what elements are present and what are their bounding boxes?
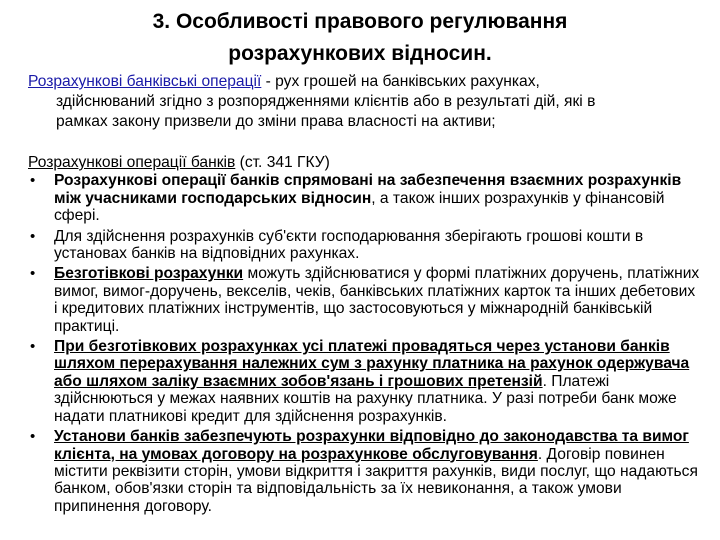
section-heading <box>28 154 700 171</box>
title-line-1: 3. Особливості правового регулювання <box>152 10 568 33</box>
definition-text-3: рамках закону призвели до зміни права власності на активи; <box>56 113 496 130</box>
list-item <box>28 228 700 263</box>
bullet-1-bold: Розрахункові операції банків спрямовані на забезпечення взаємних розрахунків між учасниками господарських відносин <box>54 172 682 207</box>
definition-text-1: - рух грошей на банківських рахунках, <box>261 73 540 90</box>
bullet-5-bold-underlined: Установи банків забезпечують розрахунки відповідно до законодавства та вимог клієнта, на умовах договору на розрахункове обслуговування <box>54 428 689 463</box>
bullet-list <box>28 172 700 515</box>
bullet-icon: • <box>30 428 36 446</box>
bullet-3-underlined: Безготівкові розрахунки <box>54 265 244 283</box>
bullet-5-rest: . Договір повинен містити реквізити сторін, умови відкриття і закриття рахунків, види послуг, що надаються банком, обов'язки сторін та відповідальність за їх невиконання, а також умови припинення договору. <box>54 445 698 515</box>
list-item <box>28 265 700 335</box>
section-heading-ref: (ст. 341 ГКУ) <box>235 154 330 171</box>
bullet-icon: • <box>30 172 36 190</box>
bullet-3-rest: можуть здійснюватися у формі платіжних доручень, платіжних вимог, вимог-доручень, векселів, чеків, банківських платіжних карток та інших дебетових і кредитових платіжних інструментів, що застосовуються у міжнародній банківській практиці. <box>54 265 700 335</box>
bullet-icon: • <box>30 265 36 283</box>
list-item <box>28 172 700 224</box>
definition-text-2: здійснюваний згідно з розпорядженнями клієнтів або в результаті дій, які в <box>56 93 596 110</box>
definition-term-link[interactable]: Розрахункові банківські операції <box>28 73 262 90</box>
list-item <box>28 428 700 515</box>
section-heading-term: Розрахункові операції банків <box>28 154 236 171</box>
bullet-icon: • <box>30 338 36 356</box>
slide-title <box>40 6 680 70</box>
section-bank-operations <box>28 154 700 518</box>
bullet-1-rest: , а також інших розрахунків у фінансовій сфері. <box>54 189 665 225</box>
definition-line-1 <box>28 72 698 92</box>
bullet-4-rest: . Платежі здійснюються у межах наявних коштів на рахунку платника. У разі потреби банк може надати платникові кредит для здійснення розрахунків. <box>54 372 677 425</box>
title-line-2: розрахункових відносин. <box>228 42 492 65</box>
list-item <box>28 338 700 425</box>
bullet-icon: • <box>30 227 36 245</box>
bullet-4-bold-underlined: При безготівкових розрахунках усі платежі провадяться через установи банків шляхом перерахування належних сум з рахунку платника на рахунок одержувача або шляхом заліку взаємних зобов'язань і грошових претензій <box>54 338 690 390</box>
bullet-2-text: Для здійснення розрахунків суб'єкти господарювання зберігають грошові кошти в установах банків на відповідних рахунках. <box>54 227 644 263</box>
definition-block <box>28 72 698 132</box>
